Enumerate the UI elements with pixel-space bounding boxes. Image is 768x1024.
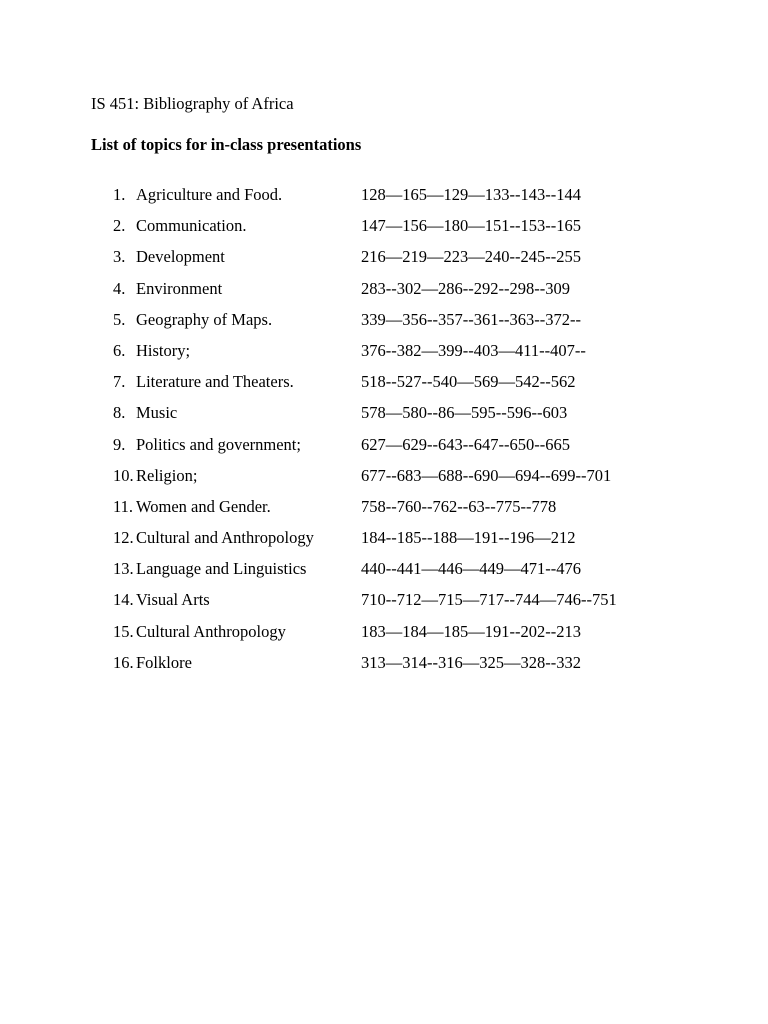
list-item (0, 246, 768, 277)
topic-pages: 147—156—180—151--153--165 (361, 216, 581, 236)
topic-number: 12. (113, 528, 134, 548)
list-item (0, 309, 768, 340)
topic-list (0, 184, 768, 683)
topic-pages: 758--760--762--63--775--778 (361, 496, 557, 516)
list-item (0, 371, 768, 402)
topic-name: History; (136, 340, 191, 360)
list-item (0, 278, 768, 309)
list-item (0, 402, 768, 433)
topic-name: Visual Arts (136, 590, 210, 610)
topic-name: Environment (136, 278, 223, 298)
list-item (0, 465, 768, 496)
topic-name: Politics and government; (136, 434, 301, 454)
topic-pages: 283--302—286--292--298--309 (361, 278, 570, 298)
topic-name: Literature and Theaters. (136, 372, 294, 392)
topic-number: 1. (113, 185, 126, 204)
topic-pages: 627—629--643--647--650--665 (361, 434, 570, 454)
topic-pages: 710--712—715—717--744—746--751 (361, 590, 617, 610)
topic-name: Communication. (136, 216, 247, 236)
list-item (0, 589, 768, 620)
list-item (0, 434, 768, 465)
topic-number: 16. (113, 652, 134, 672)
list-item (0, 558, 768, 589)
topic-name: Religion; (136, 465, 198, 485)
topic-number: 11. (113, 496, 134, 516)
topic-pages: 518--527--540—569—542--562 (361, 372, 576, 392)
list-item (0, 621, 768, 652)
topic-name: Language and Linguistics (136, 559, 307, 579)
topic-number: 7. (113, 372, 126, 392)
topic-name: Cultural Anthropology (136, 621, 286, 641)
topic-name: Folklore (136, 652, 192, 672)
topic-pages: 183—184—185—191--202--213 (361, 621, 581, 641)
topic-number: 2. (113, 216, 126, 236)
topic-number: 14. (113, 590, 134, 610)
topic-number: 5. (113, 309, 126, 329)
topic-pages: 440--441—446—449—471--476 (361, 559, 581, 579)
list-item (0, 215, 768, 246)
list-item (0, 652, 768, 683)
topic-name: Agriculture and Food. (136, 185, 283, 204)
topic-pages: 578—580--86—595--596--603 (361, 403, 568, 423)
topic-number: 6. (113, 340, 126, 360)
list-item (0, 184, 768, 215)
topic-number: 10. (113, 465, 134, 485)
list-heading: List of topics for in-class presentations (91, 135, 362, 154)
topic-number: 3. (113, 247, 126, 267)
topic-pages: 376--382—399--403—411--407-- (361, 340, 586, 360)
topic-pages: 339—356--357--361--363--372-- (361, 309, 581, 329)
topic-pages: 216—219—223—240--245--255 (361, 247, 581, 267)
topic-pages: 313—314--316—325—328--332 (361, 652, 581, 672)
topic-name: Development (136, 247, 225, 267)
list-item (0, 527, 768, 558)
list-item (0, 496, 768, 527)
topic-name: Geography of Maps. (136, 309, 273, 329)
topic-name: Women and Gender. (136, 496, 271, 516)
course-title: IS 451: Bibliography of Africa (91, 94, 294, 113)
topic-pages: 677--683—688--690—694--699--701 (361, 465, 612, 485)
list-item (0, 340, 768, 371)
topic-pages: 128—165—129—133--143--144 (361, 185, 581, 204)
topic-number: 15. (113, 621, 134, 641)
topic-number: 13. (113, 559, 134, 579)
topic-name: Cultural and Anthropology (136, 528, 314, 548)
topic-number: 9. (113, 434, 126, 454)
topic-name: Music (136, 403, 178, 423)
topic-pages: 184--185--188—191--196—212 (361, 528, 576, 548)
topic-number: 8. (113, 403, 126, 423)
topic-number: 4. (113, 278, 126, 298)
